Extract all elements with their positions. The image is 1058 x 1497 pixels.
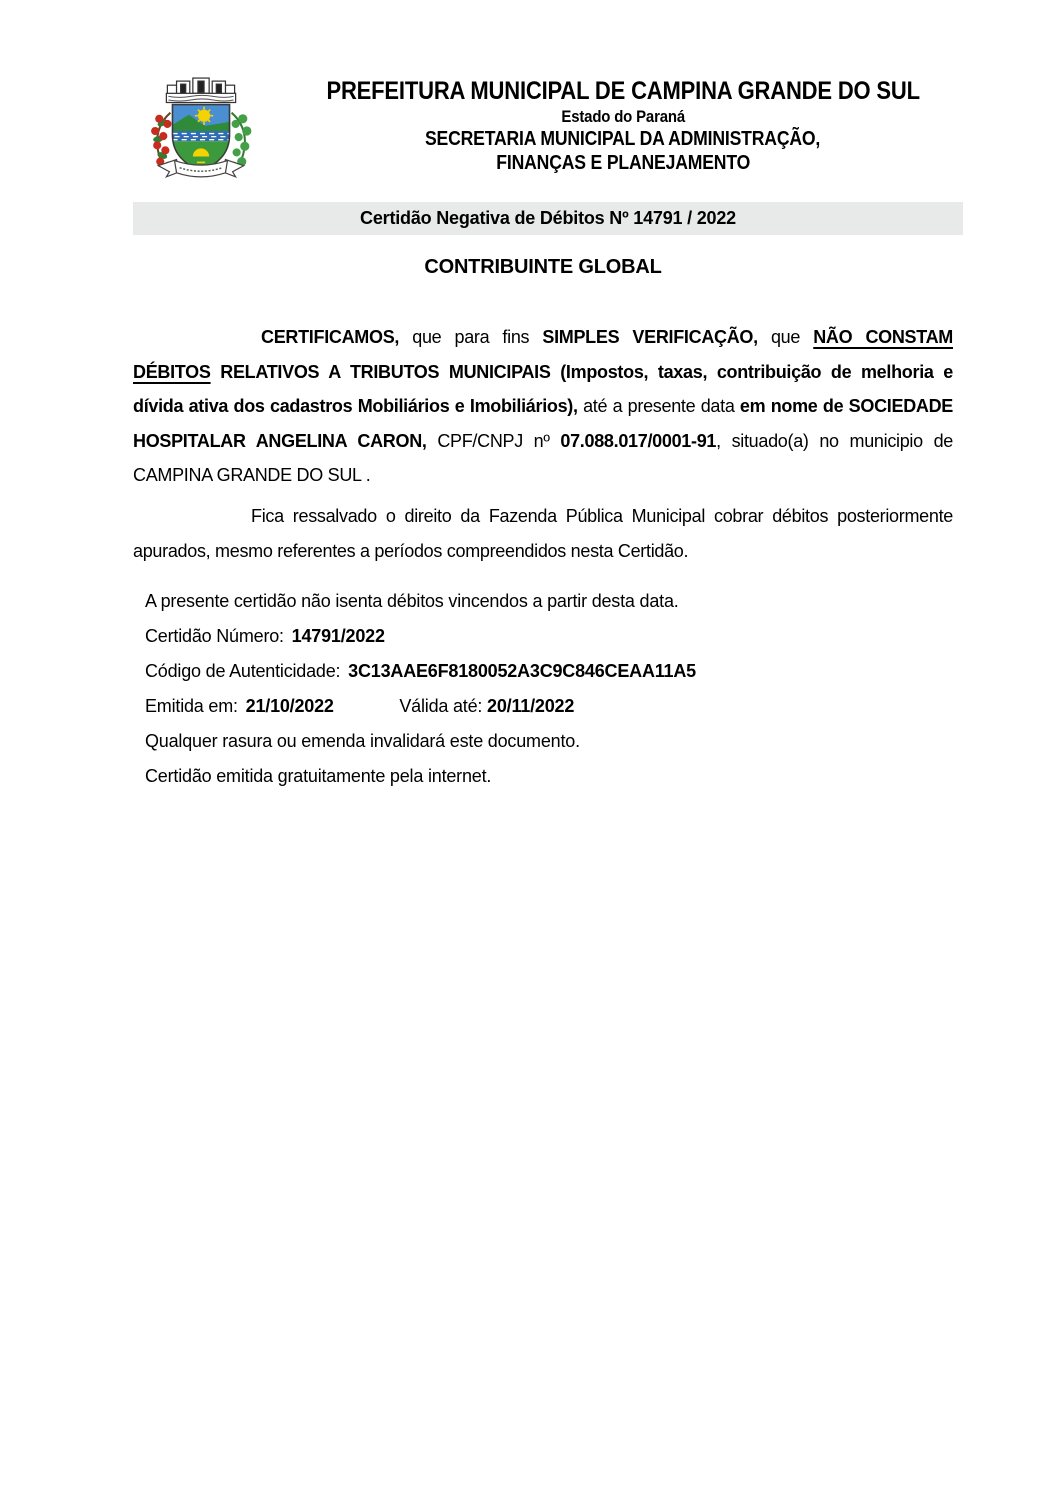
authenticity-code-value: 3C13AAE6F8180052A3C9C846CEAA11A5 xyxy=(348,661,696,681)
text-segment: Fica ressalvado o direito da Fazenda Pública Municipal cobrar débitos posteriormente apurados, mesmo referentes a períodos compreendidos nesta Certidão. xyxy=(133,506,953,561)
secretariat-line-2: FINANÇAS E PLANEJAMENTO xyxy=(496,152,750,174)
authenticity-code-row xyxy=(145,654,955,689)
text-segment: que xyxy=(757,327,814,347)
right-branch-leaves-icon xyxy=(230,113,252,170)
text-segment: RELATIVOS A TRIBUTOS MUNICIPAIS (Impostos, taxas, contribuição de melhoria e dívida ativa dos cadastros Mobiliários e Imobiliários), xyxy=(133,361,953,417)
text-segment: 07.088.017/0001-91 xyxy=(560,430,717,451)
text-segment: , situado(a) no municipio de CAMPINA GRANDE DO SUL . xyxy=(133,430,953,486)
coat-of-arms-icon xyxy=(146,76,256,184)
text-segment: até a presente data xyxy=(577,396,740,417)
certificate-number-value: 14791/2022 xyxy=(291,626,385,646)
dates-row xyxy=(145,689,955,724)
text-segment: CPF/CNPJ nº xyxy=(426,430,561,451)
certificate-title: Certidão Negativa de Débitos Nº 14791 / 2022 xyxy=(360,208,736,228)
certificate-title-bar xyxy=(133,202,963,235)
state-subtitle: Estado do Paraná xyxy=(561,107,685,126)
certification-paragraph xyxy=(133,320,953,493)
note-vincendos: A presente certidão não isenta débitos vincendos a partir desta data. xyxy=(145,591,679,611)
text-segment: CERTIFICAMOS, xyxy=(261,327,400,347)
text-segment: que para fins xyxy=(399,327,543,347)
certificate-details xyxy=(145,584,955,794)
certificate-number-row xyxy=(145,619,955,654)
municipal-logo xyxy=(146,76,256,184)
mural-crown-icon xyxy=(166,78,235,102)
valid-until-label: Válida até: xyxy=(399,696,483,716)
shield-icon xyxy=(172,105,229,172)
left-branch-berries-icon xyxy=(151,113,172,170)
reservation-paragraph xyxy=(133,499,953,568)
issued-date-value: 21/10/2022 xyxy=(245,696,334,716)
text-segment: em nome de SOCIEDADE HOSPITALAR ANGELINA CARON, xyxy=(133,396,954,451)
municipality-title: PREFEITURA MUNICIPAL DE CAMPINA GRANDE DO SUL xyxy=(326,77,920,105)
note-rasura: Qualquer rasura ou emenda invalidará este documento. xyxy=(145,731,580,751)
issued-date-label: Emitida em: xyxy=(145,696,238,716)
authenticity-code-label: Código de Autenticidade: xyxy=(145,661,341,681)
note-internet: Certidão emitida gratuitamente pela internet. xyxy=(145,766,492,786)
valid-until-value: 20/11/2022 xyxy=(487,696,575,716)
taxpayer-heading: CONTRIBUINTE GLOBAL xyxy=(424,256,662,278)
certificate-number-label: Certidão Número: xyxy=(145,626,284,646)
text-segment: NÃO CONSTAM DÉBITOS xyxy=(133,327,953,382)
secretariat-line-1: SECRETARIA MUNICIPAL DA ADMINISTRAÇÃO, xyxy=(425,128,821,150)
text-segment: SIMPLES VERIFICAÇÃO, xyxy=(542,327,758,347)
letterhead xyxy=(273,76,973,175)
